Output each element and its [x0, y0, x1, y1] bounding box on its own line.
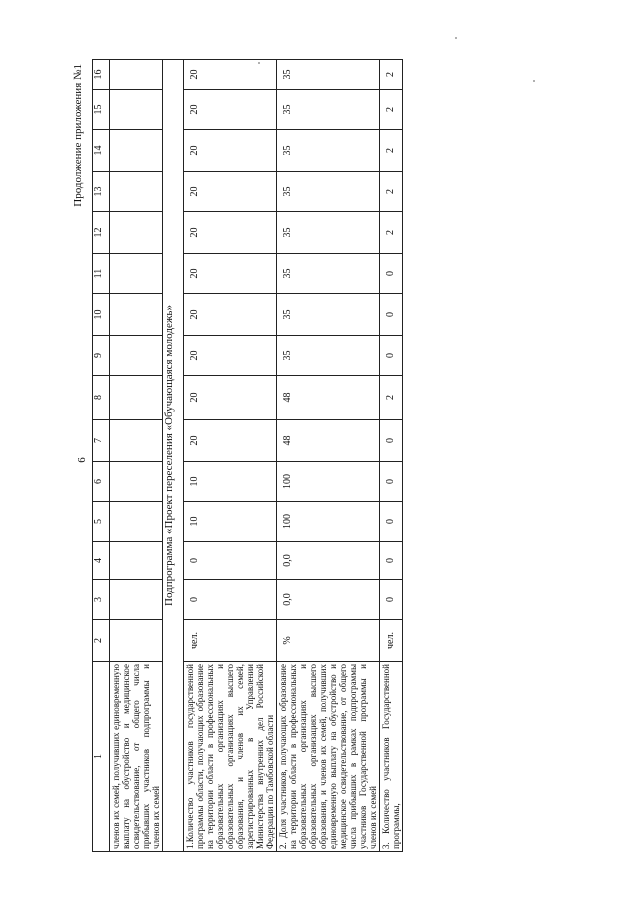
- value-cell: 2: [380, 376, 403, 420]
- value-cell: 35: [277, 336, 380, 376]
- value-cell: [110, 212, 163, 254]
- value-cell: [110, 542, 163, 580]
- value-cell: 20: [184, 294, 277, 336]
- value-cell: 20: [184, 336, 277, 376]
- header-cell: 7: [93, 420, 110, 462]
- scan-speck: [533, 80, 535, 82]
- value-cell: 35: [277, 172, 380, 212]
- header-cell: 12: [93, 212, 110, 254]
- header-cell: 13: [93, 172, 110, 212]
- indicator-description: членов их семей, получивших единовременную выплату на обустройство и медицинское освидетельствование, от общего числа прибывших участников подпрограммы и членов их семей: [110, 662, 163, 852]
- value-cell: [110, 462, 163, 502]
- value-cell: 0: [380, 502, 403, 542]
- table-row: [110, 60, 163, 852]
- value-cell: 0: [380, 336, 403, 376]
- value-cell: 0: [380, 294, 403, 336]
- value-cell: 20: [184, 130, 277, 172]
- value-cell: [110, 172, 163, 212]
- subprogram-row: [163, 60, 184, 852]
- table-row: [184, 60, 277, 852]
- value-cell: [110, 90, 163, 130]
- value-cell: 20: [184, 420, 277, 462]
- continuation-label: Продолжение приложения №1: [72, 64, 84, 207]
- value-cell: 0: [380, 462, 403, 502]
- value-cell: 20: [184, 376, 277, 420]
- value-cell: 0: [380, 542, 403, 580]
- header-cell: 3: [93, 580, 110, 620]
- table-row: [277, 60, 380, 852]
- value-cell: 0,0: [277, 542, 380, 580]
- value-cell: [110, 336, 163, 376]
- page-number: 6: [76, 457, 88, 463]
- value-cell: 35: [277, 294, 380, 336]
- value-cell: 100: [277, 502, 380, 542]
- value-cell: 48: [277, 420, 380, 462]
- scan-speck: [455, 37, 457, 39]
- value-cell: 10: [184, 462, 277, 502]
- indicator-description: 3. Количество участников Государственной программы,: [380, 662, 403, 852]
- value-cell: 0: [184, 580, 277, 620]
- unit-cell: чел.: [184, 620, 277, 662]
- header-cell: 16: [93, 60, 110, 90]
- value-cell: 2: [380, 212, 403, 254]
- value-cell: 20: [184, 60, 277, 90]
- value-cell: 2: [380, 130, 403, 172]
- value-cell: [110, 60, 163, 90]
- value-cell: 0: [380, 580, 403, 620]
- value-cell: 35: [277, 254, 380, 294]
- value-cell: 20: [184, 90, 277, 130]
- value-cell: [110, 502, 163, 542]
- value-cell: 2: [380, 90, 403, 130]
- header-cell: 10: [93, 294, 110, 336]
- header-cell: 6: [93, 462, 110, 502]
- value-cell: 10: [184, 502, 277, 542]
- value-cell: 100: [277, 462, 380, 502]
- unit-cell: [110, 620, 163, 662]
- value-cell: 35: [277, 60, 380, 90]
- value-cell: [110, 580, 163, 620]
- indicator-description: 2. Доля участников, получающих образование на территории области в профессиональных образовательных организациях и образовательных организациях высшего образования, и членов их семей, получивших единовременную выплату на обустройство и медицинское освидетельствование, от общего числа прибывших в рамках подпрограммы участников Государственной программы и членов их семей: [277, 662, 380, 852]
- value-cell: 20: [184, 172, 277, 212]
- scan-speck: [258, 62, 260, 64]
- header-cell: 2: [93, 620, 110, 662]
- value-cell: [110, 376, 163, 420]
- value-cell: [110, 130, 163, 172]
- indicator-description: 1.Количество участников государственной программы области, получающих образование на территории области в профессиональных образовательных организациях и образовательных организациях высшего образования, и членов их семей, зарегистрированных в Управлении Министерства внутренних дел Российской Федерации по Тамбовской области: [184, 662, 277, 852]
- value-cell: [110, 254, 163, 294]
- value-cell: 35: [277, 212, 380, 254]
- value-cell: [110, 420, 163, 462]
- header-cell: 4: [93, 542, 110, 580]
- header-cell: 9: [93, 336, 110, 376]
- value-cell: 20: [184, 254, 277, 294]
- value-cell: 0,0: [277, 580, 380, 620]
- value-cell: 2: [380, 172, 403, 212]
- value-cell: 0: [380, 420, 403, 462]
- subprogram-title: Подпрограмма «Проект переселения «Обучающаяся молодежь»: [163, 60, 184, 852]
- header-cell: 1: [93, 662, 110, 852]
- unit-cell: %: [277, 620, 380, 662]
- table-row: [380, 60, 403, 852]
- value-cell: 0: [380, 254, 403, 294]
- value-cell: 0: [184, 542, 277, 580]
- header-cell: 14: [93, 130, 110, 172]
- indicators-table: [92, 59, 403, 852]
- header-row: [93, 60, 110, 852]
- unit-cell: чел.: [380, 620, 403, 662]
- value-cell: 20: [184, 212, 277, 254]
- header-cell: 8: [93, 376, 110, 420]
- header-cell: 5: [93, 502, 110, 542]
- value-cell: 2: [380, 60, 403, 90]
- value-cell: 35: [277, 90, 380, 130]
- value-cell: [110, 294, 163, 336]
- header-cell: 15: [93, 90, 110, 130]
- header-cell: 11: [93, 254, 110, 294]
- value-cell: 48: [277, 376, 380, 420]
- rotated-content: [68, 60, 588, 860]
- value-cell: 35: [277, 130, 380, 172]
